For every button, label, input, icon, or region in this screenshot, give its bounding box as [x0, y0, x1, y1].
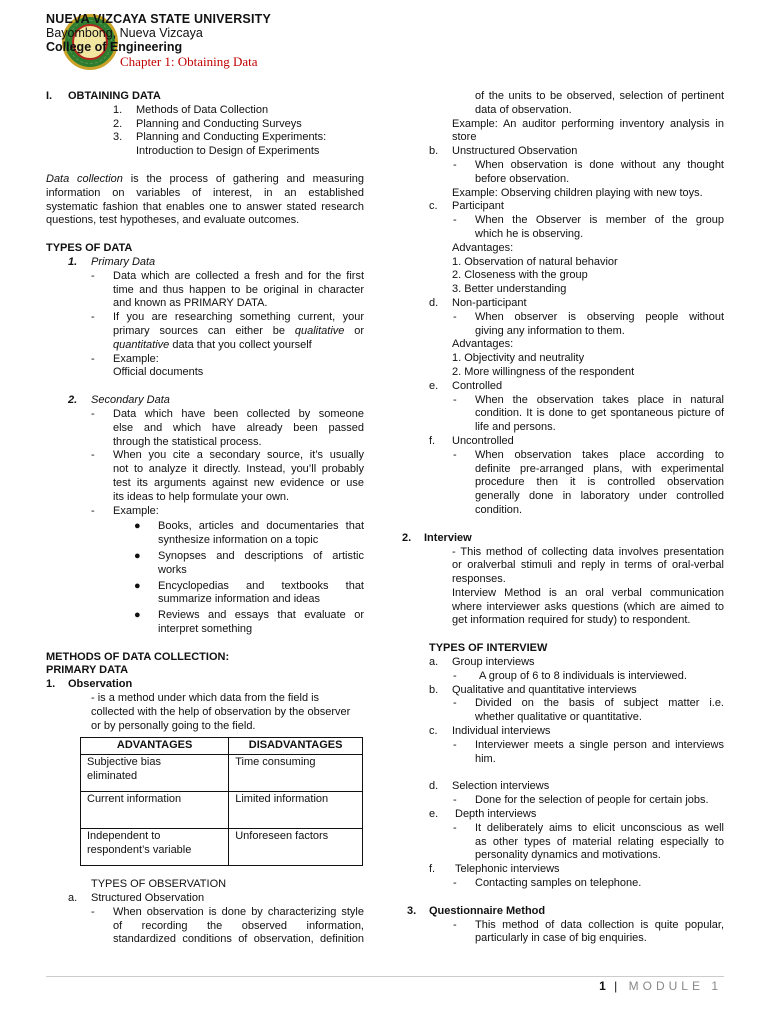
- section-title: OBTAINING DATA: [68, 90, 161, 102]
- interview-definition: - This method of collecting data involves presentation or oralverbal stimuli and reply in terms of oral-verbal responses. Interview Method is an oral verbal communication where interviewer asks questions (which are aimed to get information required for study) to respondent.: [452, 545, 724, 627]
- university-address: Bayombong, Nueva Vizcaya: [46, 26, 203, 40]
- types-observation-heading: TYPES OF OBSERVATION: [91, 878, 227, 891]
- interview-heading: 2. Interview: [402, 531, 472, 544]
- observation-type-d: d. Non-participant: [429, 296, 527, 309]
- list-item: 3. Planning and Conducting Experiments:: [113, 131, 327, 144]
- defined-term: Data collection: [46, 172, 123, 185]
- topic-list: [46, 104, 364, 159]
- observation-type-c: c. Participant: [429, 200, 504, 213]
- module-label: MODULE 1: [628, 979, 722, 993]
- table-row: Subjective bias eliminated Time consuming: [81, 755, 363, 792]
- definition-paragraph: Data collection is the process of gathering and measuring information on variables of interest, in an established systematic fashion that enables one to answer stated research questions, test hypotheses, and evaluate outcomes.: [46, 172, 365, 227]
- list-item: 1. Methods of Data Collection: [113, 103, 269, 116]
- list-item: ● Reviews and essays that evaluate or: [134, 609, 364, 622]
- page-number: 1: [599, 979, 607, 993]
- observation-type-e: e. Controlled: [429, 379, 503, 392]
- example-list: ● Books, articles and documentaries that synthesize information on a topic ● Synopses and descriptions of artistic works ● Encyclopedias and textbooks that summarize information and ideas ● Reviews and essays that evaluate or interpret something: [134, 520, 364, 635]
- secondary-data-bullets: - Data which have been collected by someone else and which have already been passed through the statistical process. - When you cite a secondary source, it’s usually not to analyze it directly. Instead, you’ll probably test its arguments against new evidence or use its ideas to help formulate your own. - Example: ● Books, articles and documentaries that synthesize information on a topic ● Synopses and descriptions of artistic works ● Encyclopedias and textbooks that summarize information and ideas ● Reviews and essays that evaluate or interpret something: [46, 408, 364, 637]
- footer-divider: [46, 976, 724, 977]
- interview-type-e: e. Depth interviews: [429, 808, 537, 821]
- chapter-title: Chapter 1: Obtaining Data: [120, 54, 258, 69]
- observation-type-f: f. Uncontrolled: [429, 434, 514, 447]
- footer-separator: |: [614, 979, 622, 993]
- subsection-heading: 1. Primary Data: [68, 255, 156, 268]
- table-header: DISADVANTAGES: [229, 738, 363, 755]
- methods-heading: METHODS OF DATA COLLECTION:: [46, 650, 230, 663]
- section-number: I.: [46, 90, 53, 102]
- primary-heading: PRIMARY DATA: [46, 664, 129, 677]
- section-heading: [46, 90, 364, 104]
- list-item: 2. Planning and Conducting Surveys: [113, 117, 302, 130]
- interview-types-heading: TYPES OF INTERVIEW: [429, 642, 548, 655]
- advantages-table: [80, 737, 363, 866]
- table-header: ADVANTAGES: [81, 738, 229, 755]
- interview-type-f: f. Telephonic interviews: [429, 863, 560, 876]
- primary-data-bullets: - Data which are collected a fresh and for the first time and thus happen to be original in character and known as PRIMARY DATA. - If you are researching something current, your primary sources can either be qualitative or quantitative data that you collect yourself - Example: Official documents: [91, 269, 365, 379]
- observation-type-b: b. Unstructured Observation: [429, 145, 578, 158]
- table-row: Current information Limited information: [81, 792, 363, 829]
- questionnaire-heading: 3. Questionnaire Method: [407, 904, 546, 917]
- list-item: ● Synopses and descriptions of artistic: [134, 549, 364, 562]
- right-column: of the units to be observed, selection of pertinent data of observation. Example: An auditor performing inventory analysis in store b. Unstructured Observation - When observation is done without any thought before observation. Example: Observing children playing with new toys. c. Participant - When the Observer is member of the group which he is observing. Advantages: 1. Observation of natural behavior 2. Closeness with the group 3. Better understanding d. Non-participant - When observer is observing people without giving any information to them. Advantages: 1. Objectivity and neutrality 2. More willingness of the respondent e. Controlled - When the observation takes place in natural condition. It is done to get spontaneous picture of life and persons. f. Uncontrolled - When observation takes place according to definite pre-arranged plans, with experimental procedure then it is controlled observation generally done in laboratory under controlled condition. 2. Interview - This method of collecting data involves presentation or oralverbal stimuli and reply in terms of oral-verbal responses. Interview Method is an oral verbal communication where interviewer asks questions (which are aimed to get information required for study) to respondent. TYPES OF INTERVIEW a. Group interviews - A group of 6 to 8 individuals is interviewed. b. Qualitative and quantitative interviews - Divided on the basis of subject matter i.e. whether qualitative or quantitative. c. Individual interviews - Interviewer meets a single person and interviews him. d. Selection interviews - Done for the selection of people for certain jobs. e. Depth interviews - It deliberately aims to elicit unconscious as well as other types of material relating especially to personality dynamics and motivations. f. Telephonic interviews - Contacting samples on telephone. 3. Questionnaire Method - This method of data collection is quite popular, particularly in case of big enquiries.: [398, 90, 724, 946]
- college-name: College of Engineering: [46, 40, 183, 54]
- university-name: NUEVA VIZCAYA STATE UNIVERSITY: [46, 12, 272, 26]
- interview-type-c: c. Individual interviews: [429, 725, 551, 738]
- list-item-continuation: Introduction to Design of Experiments: [136, 145, 320, 158]
- subsection-heading: 2. Secondary Data: [68, 394, 170, 407]
- observation-definition: - is a method under which data from the field is collected with the help of observation by the observer or by personally going to the field.: [91, 692, 351, 732]
- list-item: ● Books, articles and documentaries that: [134, 520, 364, 533]
- interview-type-a: a. Group interviews: [429, 656, 535, 669]
- page-footer: [599, 980, 722, 994]
- left-column: I. OBTAINING DATA 1. Methods of Data Collection 2. Planning and Conducting Surveys 3. Planning and Conducting Experiments: Introduction to Design of Experiments Data collection is the process of gathering and measuring information on variables of interest, in an established systematic fashion that enables one to answer stated research questions, test hypotheses, and evaluate outcomes. TYPES OF DATA 1. Primary Data - Data which are collected a fresh and for the first time and thus happen to be original in character and known as PRIMARY DATA. - If you are researching something current, your primary sources can either be qualitative or quantitative data that you collect yourself - Example: Official documents 2. Secondary Data - Data which have been collected by someone else and which have already been passed through the statistical process. - When you cite a secondary source, it’s usually not to analyze it directly. Instead, you’ll probably test its arguments against new evidence or use its ideas to help formulate your own. - Example: ● Books, articles and documentaries that synthesize information on a topic ● Synopses and descriptions of artistic works ● Encyclopedias and textbooks that summarize information and ideas ● Reviews and essays that evaluate or interpret something METHODS OF DATA COLLECTION: PRIMARY DATA 1. Observation - is a method under which data from the field is collected with the help of observation by the observer or by personally going to the field. ADVANTAGES DISADVANTAGES Subjective bias eliminated Time consuming Current information Limited information Independent to respondent’s variable Unforeseen factors TYPES OF OBSERVATION a. Structured Observation - When observation is done by characterizing style of recording the observed information, standardized conditions of observation, definition: [46, 90, 365, 946]
- observation-type-a: a. Structured Observation: [68, 892, 205, 905]
- observation-heading: 1. Observation: [46, 678, 133, 691]
- types-heading: TYPES OF DATA: [46, 242, 133, 255]
- interview-type-b: b. Qualitative and quantitative interviews: [429, 683, 637, 696]
- interview-type-d: d. Selection interviews: [429, 780, 550, 793]
- list-item: ● Encyclopedias and textbooks that: [134, 579, 364, 592]
- table-row: Independent to respondent’s variable Unforeseen factors: [81, 829, 363, 866]
